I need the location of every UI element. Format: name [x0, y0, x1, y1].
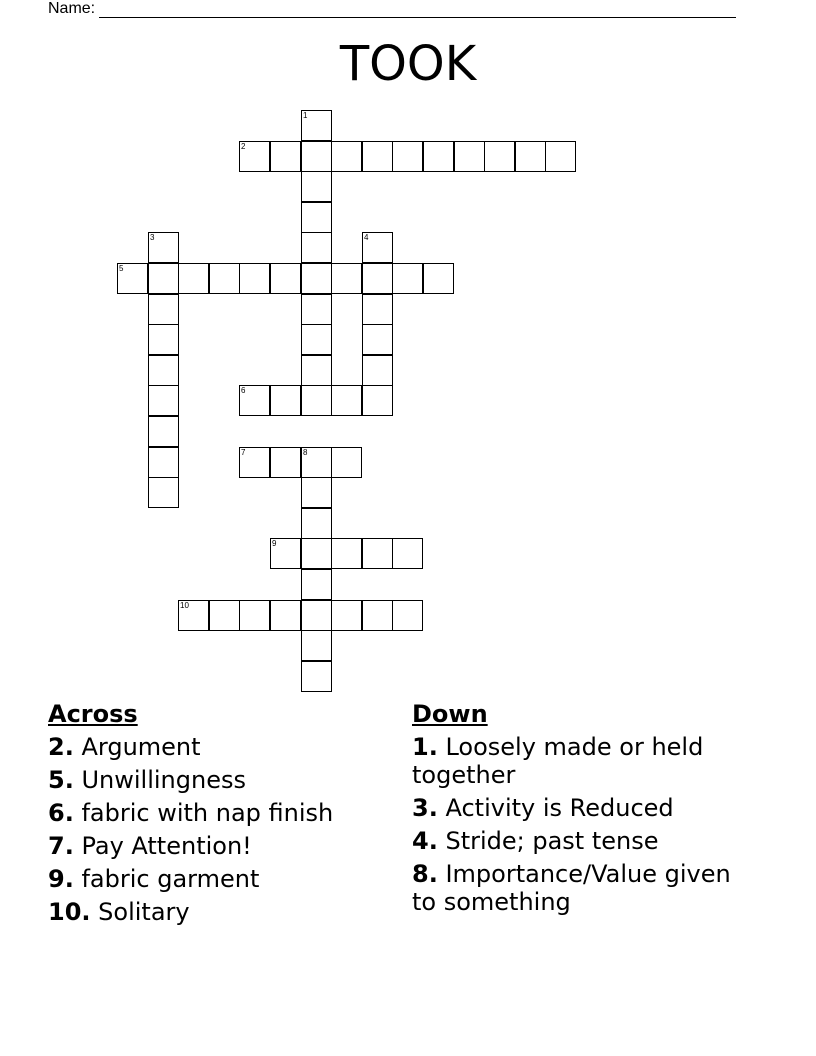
grid-cell[interactable] — [454, 141, 485, 172]
grid-cell[interactable] — [148, 232, 179, 263]
grid-cell[interactable] — [301, 385, 332, 416]
puzzle-title: TOOK — [339, 36, 477, 92]
grid-cell[interactable] — [148, 385, 179, 416]
grid-cell[interactable] — [301, 110, 332, 141]
clue-number: 6 — [241, 386, 246, 395]
grid-cell[interactable] — [392, 263, 423, 294]
grid-cell[interactable] — [270, 385, 301, 416]
clue-down-3: 3. Activity is Reduced — [412, 794, 674, 822]
grid-cell[interactable] — [392, 538, 423, 569]
grid-cell[interactable] — [331, 447, 362, 478]
grid-cell[interactable] — [148, 324, 179, 355]
clue-down-4: 4. Stride; past tense — [412, 827, 659, 855]
grid-cell[interactable] — [331, 263, 362, 294]
grid-cell[interactable] — [148, 447, 179, 478]
across-clues — [48, 700, 378, 931]
grid-cell[interactable] — [301, 630, 332, 661]
clue-number: 8 — [303, 448, 308, 457]
grid-cell[interactable] — [515, 141, 546, 172]
grid-cell[interactable] — [301, 171, 332, 202]
grid-cell[interactable] — [270, 600, 301, 631]
down-heading: Down — [412, 700, 488, 728]
grid-cell[interactable] — [117, 263, 148, 294]
grid-cell[interactable] — [301, 324, 332, 355]
clue-across-7: 7. Pay Attention! — [48, 832, 252, 860]
grid-cell[interactable] — [301, 294, 332, 325]
grid-cell[interactable] — [362, 385, 393, 416]
grid-cell[interactable] — [148, 477, 179, 508]
grid-cell[interactable] — [209, 263, 240, 294]
grid-cell[interactable] — [362, 600, 393, 631]
grid-cell[interactable] — [362, 324, 393, 355]
grid-cell[interactable] — [209, 600, 240, 631]
grid-cell[interactable] — [148, 416, 179, 447]
grid-cell[interactable] — [362, 232, 393, 263]
grid-cell[interactable] — [392, 600, 423, 631]
grid-cell[interactable] — [362, 538, 393, 569]
grid-cell[interactable] — [239, 385, 270, 416]
clue-across-6: 6. fabric with nap finish — [48, 799, 334, 827]
grid-cell[interactable] — [362, 294, 393, 325]
grid-cell[interactable] — [301, 202, 332, 233]
clue-number: 5 — [119, 264, 124, 273]
across-heading: Across — [48, 700, 138, 728]
clue-number: 1 — [303, 111, 308, 120]
grid-cell[interactable] — [545, 141, 576, 172]
clue-number: 9 — [272, 539, 277, 548]
grid-cell[interactable] — [362, 263, 393, 294]
grid-cell[interactable] — [301, 538, 332, 569]
clue-across-9: 9. fabric garment — [48, 865, 260, 893]
grid-cell[interactable] — [301, 569, 332, 600]
grid-cell[interactable] — [270, 263, 301, 294]
clue-down-8: 8. Importance/Value given to something — [412, 860, 731, 916]
grid-cell[interactable] — [239, 600, 270, 631]
grid-cell[interactable] — [301, 447, 332, 478]
grid-cell[interactable] — [178, 600, 209, 631]
grid-cell[interactable] — [423, 263, 454, 294]
grid-cell[interactable] — [148, 294, 179, 325]
clue-number: 3 — [150, 233, 155, 242]
clue-number: 2 — [241, 142, 246, 151]
grid-cell[interactable] — [362, 141, 393, 172]
grid-cell[interactable] — [301, 263, 332, 294]
grid-cell[interactable] — [301, 661, 332, 692]
grid-cell[interactable] — [239, 447, 270, 478]
grid-cell[interactable] — [331, 141, 362, 172]
clue-number: 4 — [364, 233, 369, 242]
grid-cell[interactable] — [148, 263, 179, 294]
clue-number: 7 — [241, 448, 246, 457]
clue-across-10: 10. Solitary — [48, 898, 190, 926]
grid-cell[interactable] — [270, 538, 301, 569]
grid-cell[interactable] — [331, 385, 362, 416]
grid-cell[interactable] — [301, 508, 332, 539]
grid-cell[interactable] — [301, 600, 332, 631]
grid-cell[interactable] — [301, 355, 332, 386]
grid-cell[interactable] — [484, 141, 515, 172]
grid-cell[interactable] — [301, 232, 332, 263]
clue-down-1: 1. Loosely made or held together — [412, 733, 704, 789]
grid-cell[interactable] — [301, 141, 332, 172]
grid-cell[interactable] — [270, 447, 301, 478]
down-clues — [412, 700, 742, 921]
name-label: Name: — [48, 0, 96, 17]
grid-cell[interactable] — [392, 141, 423, 172]
grid-cell[interactable] — [239, 263, 270, 294]
clue-across-2: 2. Argument — [48, 733, 201, 761]
grid-cell[interactable] — [301, 477, 332, 508]
grid-cell[interactable] — [423, 141, 454, 172]
grid-cell[interactable] — [362, 355, 393, 386]
grid-cell[interactable] — [331, 538, 362, 569]
grid-cell[interactable] — [331, 600, 362, 631]
clue-across-5: 5. Unwillingness — [48, 766, 246, 794]
grid-cell[interactable] — [148, 355, 179, 386]
clue-number: 10 — [180, 601, 189, 610]
grid-cell[interactable] — [270, 141, 301, 172]
grid-cell[interactable] — [178, 263, 209, 294]
grid-cell[interactable] — [239, 141, 270, 172]
